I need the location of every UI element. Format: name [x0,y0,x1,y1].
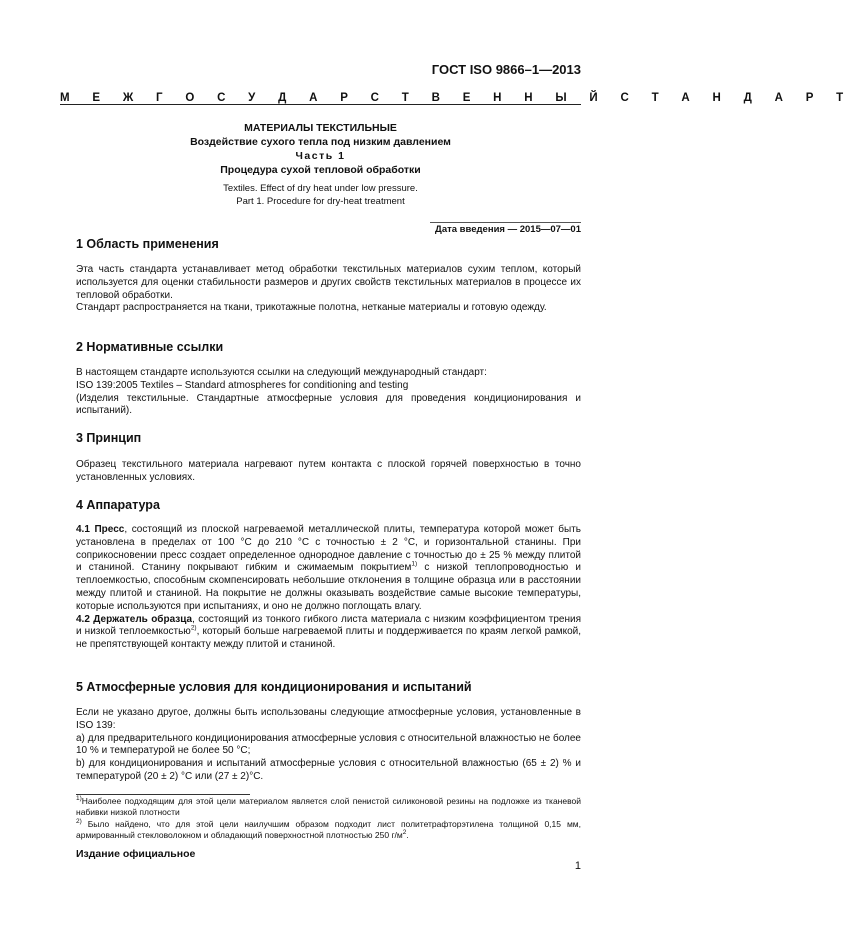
interstate-standard-banner: М Е Ж Г О С У Д А Р С Т В Е Н Н Ы Й С Т А Н Д А Р Т [60,92,853,104]
section-1-body [76,264,581,315]
footnote-1 [76,796,581,818]
official-edition-label: Издание официальное [76,848,196,860]
clause-4-1-text-a: , состоящий из плоской нагреваемой металлической плиты, температура которой может быть установлена в пределах от 100 °С до 210 °С с точностью ± 2 °С, и горизонтальной станины. При соприкосновении пресс создает определенное однородное давление с точностью до ± 25 % между плитой и станиной. Станину покрывают гибким и сжимаемым покрытием [76,524,581,574]
title-procedure: Процедура сухой тепловой обработки [220,164,421,176]
clause-4-2-text-b: , который больше нагреваемой плиты и поддерживается по краям легкой рамкой, не препятствующей контакту между плитой и станиной. [76,626,581,651]
section-5-body [76,707,581,784]
section-3-heading: 3 Принцип [76,431,142,445]
clause-4-2-term: Держатель образца [93,613,193,625]
footnote-1-mark: 1) [76,795,82,803]
standard-number: ГОСТ ISO 9866–1—2013 [431,62,581,77]
clause-4-1-text-b: с низкой теплопроводностью и теплоемкостью, способным скомпенсировать небольшие отклонения в толщине образца или в расстоянии между плитой и станиной. На покрытие не должны оказывать воздействие самые высокие температуры, которые используются при испытаниях, и оно не должно поглощать влагу. [76,562,581,612]
section-3-body [76,459,581,485]
clause-4-2-number: 4.2 [76,613,90,625]
footnote-2-end: . [406,830,409,840]
section-5-item-b: b) для кондиционирования и испытаний атмосферные условия с относительной влажностью (65 ± 2) % и температурой (20 ± 2) °С или (27 ± 2)°С. [76,758,581,782]
clause-4-2-text-a: , состоящий из тонкого гибкого листа материала с низким коэффициентом трения и низкой теплоемкостью [76,613,581,638]
section-4-1-para [76,524,581,614]
section-2-para-1: В настоящем стандарте используются ссылки на следующий международный стандарт: [76,367,487,378]
footnote-rule [76,794,250,795]
title-part: Часть 1 [295,150,346,162]
section-1-heading: 1 Область применения [76,237,219,251]
section-1-para-2: Стандарт распространяется на ткани, трикотажные полотна, нетканые материалы и готовую одежду. [76,302,547,314]
section-5-item-a: a) для предварительного кондиционирования атмосферные условия с относительной влажностью не более 10 % и температурой не более 50 °С; [76,732,581,757]
title-subject: Воздействие сухого тепла под низким давлением [190,136,451,148]
footnote-2-superscript: 2 [402,829,407,837]
header-rule [60,104,581,105]
english-title-line-2: Part 1. Procedure for dry-heat treatment [236,195,405,207]
section-4-heading: 4 Аппаратура [76,498,160,512]
section-2-body [76,367,581,418]
english-title-line-1: Textiles. Effect of dry heat under low pressure. [223,183,418,194]
footnote-2 [76,819,581,841]
effective-date: Дата введения — 2015—07—01 [435,224,581,235]
date-rule [430,222,581,223]
footnote-1-text: Наиболее подходящим для этой цели материалом является слой пенистой силиконовой резины на подложке из тканевой набивки низкой плотности [76,796,581,817]
section-5-heading: 5 Атмосферные условия для кондиционирования и испытаний [76,680,472,694]
footnote-ref-2[interactable]: 2) [190,625,197,633]
section-5-para-1: Если не указано другое, должны быть использованы следующие атмосферные условия, установленные в ISO 139: [76,707,581,731]
section-4-body [76,524,581,652]
title-block [60,121,581,177]
clause-4-1-term: Пресс [94,524,125,535]
clause-4-1-number: 4.1 [76,524,90,535]
section-2-reference-translation: (Изделия текстильные. Стандартные атмосферные условия для проведения кондиционирования и испытаний). [76,392,581,417]
section-2-reference: ISO 139:2005 Textiles – Standard atmospheres for conditioning and testing [76,379,409,391]
english-title [60,183,581,208]
footnote-2-mark: 2) [76,818,82,826]
section-4-2-para [76,614,581,652]
footnote-ref-1[interactable]: 1) [411,561,418,569]
section-1-para-1: Эта часть стандарта устанавливает метод обработки текстильных материалов сухим теплом, который используется для оценки стабильности размеров и других свойств текстильных материалов в процессе их тепловой обработки. [76,264,581,301]
title-main: МАТЕРИАЛЫ ТЕКСТИЛЬНЫЕ [244,122,397,134]
footnote-2-text: Было найдено, что для этой цели наилучшим образом подходит лист политетрафторэтилена толщиной 0,15 мм, армированный стекловолокном и обладающий поверхностной плотностью 250 г/м [76,819,581,840]
section-2-heading: 2 Нормативные ссылки [76,340,224,354]
section-3-para-1: Образец текстильного материала нагревают путем контакта с плоской горячей поверхностью в точно установленных условиях. [76,459,581,483]
page-number: 1 [574,860,581,872]
